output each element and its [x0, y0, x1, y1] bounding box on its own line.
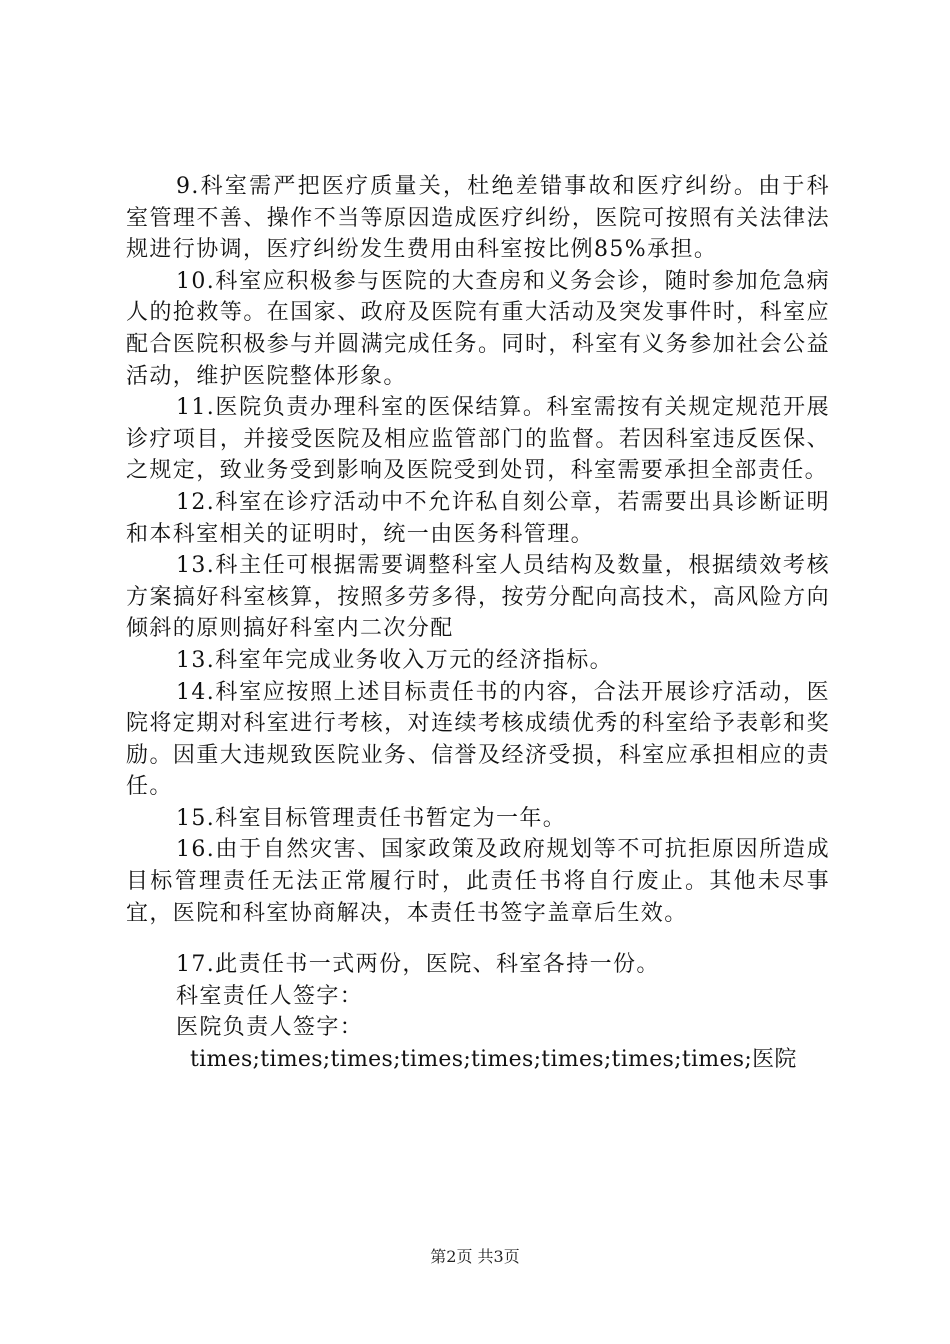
department-signature-label: 科室责任人签字：	[176, 983, 364, 1009]
clause-9: 9.科室需严把医疗质量关，杜绝差错事故和医疗纠纷。由于科室管理不善、操作不当等原因造成医疗纠纷，医院可按照有关法律法规进行协调，医疗纠纷发生费用由科室按比例85%承担。	[126, 174, 830, 263]
clause-12: 12.科室在诊疗活动中不允许私自刻公章，若需要出具诊断证明和本科室相关的证明时，统一由医务科管理。	[126, 489, 830, 547]
clause-11: 11.医院负责办理科室的医保结算。科室需按有关规定规范开展诊疗项目，并接受医院及相应监管部门的监督。若因科室违反医保、之规定，致业务受到影响及医院受到处罚，科室需要承担全部责任。	[126, 395, 830, 484]
times-artifact-line: times;times;times;times;times;times;times;times;医院	[190, 1047, 797, 1073]
clause-13b: 13.科室年完成业务收入万元的经济指标。	[176, 647, 613, 673]
clause-17: 17.此责任书一式两份，医院、科室各持一份。	[176, 952, 660, 978]
clause-16: 16.由于自然灾害、国家政策及政府规划等不可抗拒原因所造成目标管理责任无法正常履行时，此责任书将自行废止。其他未尽事宜，医院和科室协商解决，本责任书签字盖章后生效。	[126, 837, 830, 926]
clause-14: 14.科室应按照上述目标责任书的内容，合法开展诊疗活动，医院将定期对科室进行考核，对连续考核成绩优秀的科室给予表彰和奖励。因重大违规致医院业务、信誉及经济受损，科室应承担相应的责任。	[126, 679, 830, 800]
clause-15: 15.科室目标管理责任书暂定为一年。	[176, 805, 567, 831]
document-body	[126, 171, 830, 1076]
page-footer: 第2页 共3页	[430, 1247, 520, 1266]
paragraph-gap	[126, 929, 830, 949]
clause-13a: 13.科主任可根据需要调整科室人员结构及数量，根据绩效考核方案搞好科室核算，按照多劳多得，按劳分配向高技术，高风险方向倾斜的原则搞好科室内二次分配	[126, 553, 830, 642]
hospital-signature-label: 医院负责人签字：	[176, 1015, 364, 1041]
clause-10: 10.科室应积极参与医院的大查房和义务会诊，随时参加危急病人的抢救等。在国家、政府及医院有重大活动及突发事件时，科室应配合医院积极参与并圆满完成任务。同时，科室有义务参加社会公益活动，维护医院整体形象。	[126, 268, 830, 389]
